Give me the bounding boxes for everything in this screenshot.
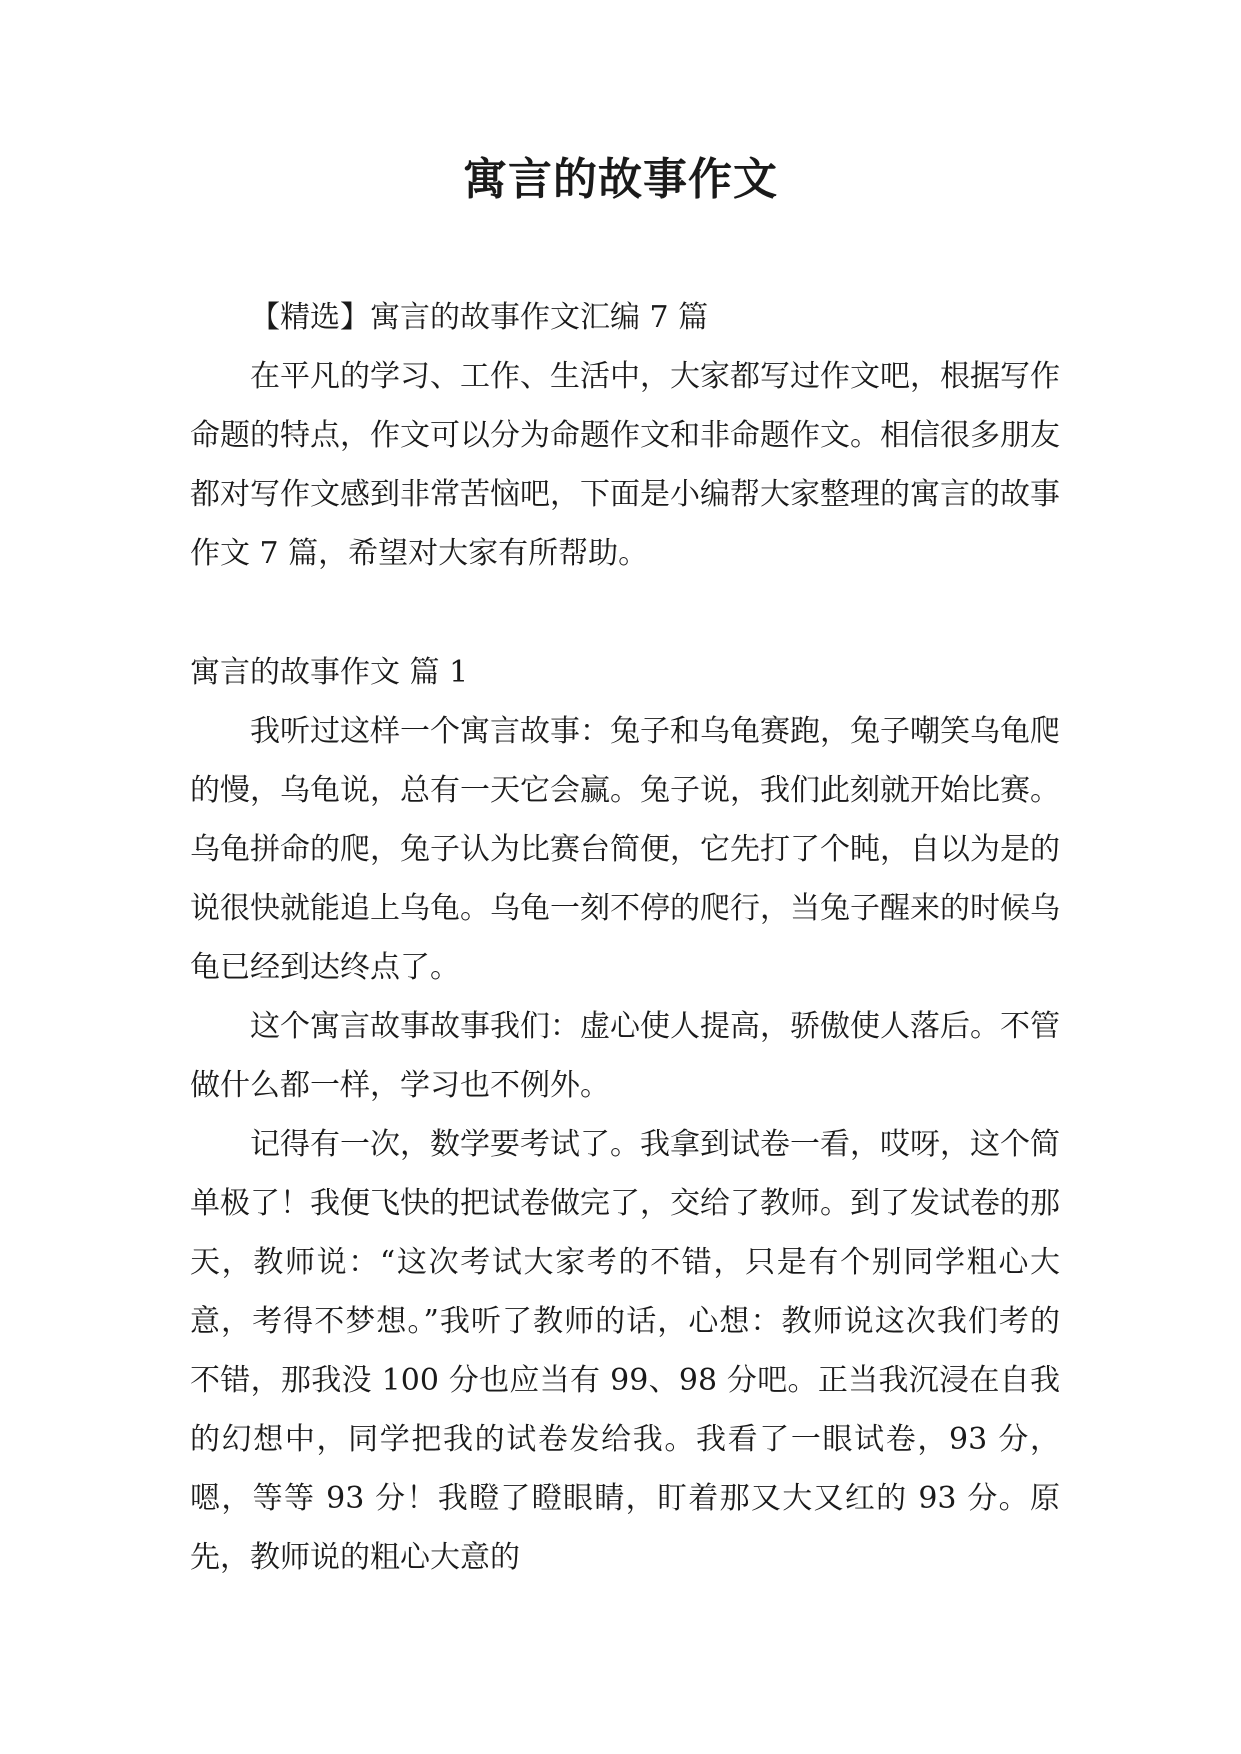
story-paragraph: 记得有一次，数学要考试了。我拿到试卷一看，哎呀，这个简单极了！我便飞快的把试卷做完了，交给了教师。到了发试卷的那天，教师说：“这次考试大家考的不错，只是有个别同学粗心大意，考得不梦想。”我听了教师的话，心想：教师说这次我们考的不错，那我没 100 分也应当有 99、98 分吧。正当我沉浸在自我的幻想中，同学把我的试卷发给我。我看了一眼试卷，93 分，嗯，等等 93 分！我瞪了瞪眼睛，盯着那又大又红的 93 分。原先，教师说的粗心大意的 bbox=[190, 1127, 1060, 1575]
document-body bbox=[190, 288, 1060, 1587]
intro-paragraph: 在平凡的学习、工作、生活中，大家都写过作文吧，根据写作命题的特点，作文可以分为命题作文和非命题作文。相信很多朋友都对写作文感到非常苦恼吧，下面是小编帮大家整理的寓言的故事作文 7 篇，希望对大家有所帮助。 bbox=[190, 359, 1060, 571]
document-title: 寓言的故事作文 bbox=[463, 154, 778, 205]
subtitle-paragraph: 【精选】寓言的故事作文汇编 7 篇 bbox=[250, 300, 709, 335]
story-paragraph: 我听过这样一个寓言故事：兔子和乌龟赛跑，兔子嘲笑乌龟爬的慢，乌龟说，总有一天它会赢。兔子说，我们此刻就开始比赛。乌龟拼命的爬，兔子认为比赛台简便，它先打了个盹，自以为是的说很快就能追上乌龟。乌龟一刻不停的爬行，当兔子醒来的时候乌龟已经到达终点了。 bbox=[190, 714, 1060, 985]
story-paragraph: 这个寓言故事故事我们：虚心使人提高，骄傲使人落后。不管做什么都一样，学习也不例外。 bbox=[190, 1009, 1060, 1103]
section-heading: 寓言的故事作文 篇 1 bbox=[190, 655, 469, 690]
